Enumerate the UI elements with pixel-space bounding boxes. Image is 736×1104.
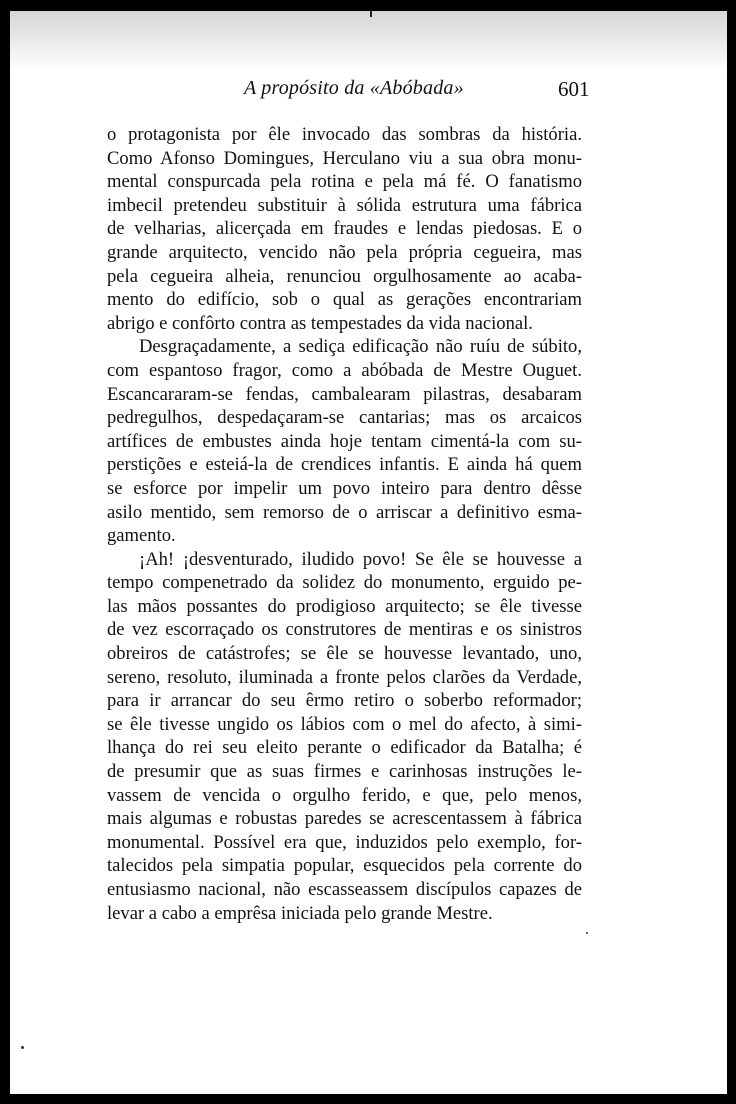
text-line: grande arquitecto, vencido não pela própria cegueira, mas: [107, 241, 582, 263]
text-line: gamento.: [107, 525, 176, 547]
paragraph-1: [107, 123, 582, 335]
text-line: obreiros de catástrofes; se êle se houvesse levantado, uno,: [107, 643, 582, 665]
scan-shadow: [10, 11, 727, 71]
paragraph-2: [107, 335, 582, 547]
text-line: imbecil pretendeu substituir à sólida estrutura uma fábrica: [107, 194, 582, 216]
text-line: pela cegueira alheia, renunciou orgulhosamente ao acaba-: [107, 265, 582, 287]
text-line: monumental. Possível era que, induzidos pelo exemplo, for-: [107, 831, 582, 853]
text-line: Escancararam-se fendas, cambalearam pilastras, desabaram: [107, 383, 582, 405]
text-line: asilo mentido, sem remorso de o arriscar a definitivo esma-: [107, 501, 582, 523]
text-line: talecidos pela simpatia popular, esquecidos pela corrente do: [107, 855, 582, 877]
text-line: vassem de vencida o orgulho ferido, e que, pelo menos,: [107, 784, 582, 806]
text-line: mento do edifício, sob o qual as gerações encontrariam: [107, 289, 582, 311]
text-line: de vez escorraçado os construtores de mentiras e os sinistros: [107, 619, 582, 641]
body-text: [107, 123, 582, 925]
text-line: abrigo e confôrto contra as tempestades da vida nacional.: [107, 312, 533, 334]
text-line: ¡Ah! ¡desventurado, iludido povo! Se êle se houvesse a: [139, 548, 582, 570]
text-line: tempo compenetrado da solidez do monumento, erguido pe-: [107, 572, 582, 594]
text-line: de velharias, alicerçada em fraudes e lendas piedosas. E o: [107, 218, 582, 240]
scan-speck: [21, 1046, 24, 1049]
text-line: mais algumas e robustas paredes se acrescentassem à fábrica: [107, 808, 582, 830]
text-line: pedregulhos, despedaçaram-se cantarias; mas os arcaicos: [107, 407, 582, 429]
page-number: 601: [558, 77, 590, 101]
text-line: sereno, resoluto, iluminada a fronte pelos clarões da Verdade,: [107, 666, 582, 688]
running-head: [10, 77, 727, 107]
scan-mark: [370, 11, 372, 17]
scan-speck: [586, 932, 588, 934]
text-line: las mãos possantes do prodigioso arquitecto; se êle tivesse: [107, 595, 582, 617]
text-line: para ir arrancar do seu êrmo retiro o soberbo reformador;: [107, 690, 582, 712]
text-line: Como Afonso Domingues, Herculano viu a sua obra monu-: [107, 147, 582, 169]
text-line: lhança do rei seu eleito perante o edificador da Batalha; é: [107, 737, 582, 759]
text-line: o protagonista por êle invocado das sombras da história.: [107, 124, 582, 145]
text-line: artífices de embustes ainda hoje tentam cimentá-la com su-: [107, 430, 582, 452]
paragraph-3: [107, 548, 582, 926]
text-line: se esforce por impelir um povo inteiro para dentro dêsse: [107, 477, 582, 499]
text-line: entusiasmo nacional, não escasseassem discípulos capazes de: [107, 879, 582, 900]
book-page: [10, 11, 727, 1094]
text-line: mental conspurcada pela rotina e pela má fé. O fanatismo: [107, 171, 582, 193]
text-line: levar a cabo a emprêsa iniciada pelo grande Mestre.: [107, 902, 493, 924]
text-line: com espantoso fragor, como a abóbada de Mestre Ouguet.: [107, 359, 582, 381]
running-title: A propósito da «Abóbada»: [244, 77, 464, 99]
text-line: Desgraçadamente, a sediça edificação não ruíu de súbito,: [139, 336, 582, 358]
text-line: se êle tivesse ungido os lábios com o mel do afecto, à simi-: [107, 713, 582, 735]
text-line: perstições e esteiá-la de crendices infantis. E ainda há quem: [107, 454, 582, 476]
text-line: de presumir que as suas firmes e carinhosas instruções le-: [107, 761, 582, 783]
